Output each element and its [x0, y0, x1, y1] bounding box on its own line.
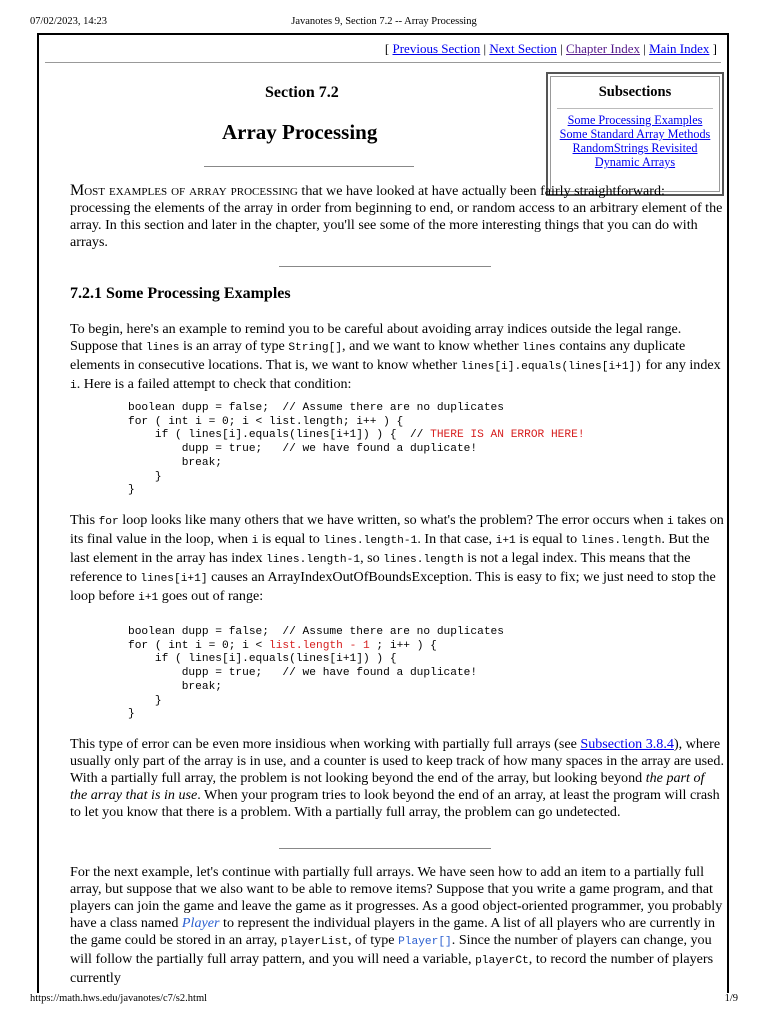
- subsection-link-standard-array-methods[interactable]: Some Standard Array Methods: [559, 127, 711, 141]
- subsections-list: [551, 113, 719, 169]
- subsections-divider: [557, 108, 713, 109]
- paragraph-1: To begin, here's an example to remind you to be careful about avoiding array indices outside the legal range. Suppose that lines is an array of type String[], and we want to know whether lines contains any duplicate elements in consecutive locations. That is, we want to know whether lines[i].equals(lines[i+1]) for any index i. Here is a failed attempt to check that condition:: [70, 321, 721, 392]
- paragraph-3: This type of error can be even more insidious when working with partially full arrays (see Subsection 3.8.4), where usually only part of the array is in use, and a counter is used to keep track of how many spaces in the array are used. With a partially full array, the problem is not looking beyond the end of the array, but looking beyond the part of the array that is in use. When your program tries to look beyond the end of an array, at least the program will crash to let you know that there is a problem. With a partially full array, the problem can go undetected.: [70, 736, 724, 820]
- nav-separator: |: [483, 41, 487, 56]
- lead-smallcaps: ost examples of array processing: [84, 182, 298, 199]
- highlighted-fix: list.length - 1: [269, 639, 370, 652]
- section-divider: [279, 266, 491, 267]
- nav-separator: |: [560, 41, 563, 56]
- print-page-number: 1/9: [724, 993, 738, 1004]
- subsection-heading: 7.2.1 Some Processing Examples: [70, 285, 291, 302]
- print-date: 07/02/2023, 14:23: [30, 16, 108, 27]
- previous-section-link[interactable]: Previous Section: [392, 41, 481, 56]
- subsections-box: [546, 72, 724, 196]
- drop-letter: M: [70, 182, 85, 199]
- paragraph-4: For the next example, let's continue with partially full arrays. We have seen how to add an item to a partially full array, but suppose that we also want to be able to remove items? Suppose that you write a game program, and that players can join the game and leave the game as it progresses. As a good object-oriented programmer, you probably have a class named Player to represent the individual players in the game. A list of all players who are currently in the game could be stored in an array, playerList, of type Player[]. Since the number of players can change, you will follow the partially full array pattern, and you will need a variable, playerCt, to record the number of players currently: [70, 864, 723, 986]
- print-footer: [30, 993, 738, 1007]
- intro-text: that we have looked at have actually been fairly straightforward: processing the elements of the array in order from beginning to end, or random access to an arbitrary element of the array. In this section and later in the chapter, you'll see some of the more interesting things that you can do with arrays.: [70, 183, 723, 250]
- intro-paragraph: [70, 182, 725, 251]
- print-url: https://math.hws.edu/javanotes/c7/s2.html: [30, 993, 208, 1004]
- page-title: Array Processing: [222, 120, 378, 144]
- chapter-index-link[interactable]: Chapter Index: [565, 41, 640, 56]
- section-navigation: [385, 41, 717, 57]
- subsection-link-randomstrings-revisited[interactable]: RandomStrings Revisited: [572, 141, 698, 155]
- subsection-3-8-4-link[interactable]: Subsection 3.8.4: [580, 736, 674, 752]
- subsection-link-dynamic-arrays[interactable]: Dynamic Arrays: [594, 155, 676, 169]
- title-divider: [204, 166, 414, 167]
- nav-bracket-open: [: [384, 41, 390, 56]
- code-block-failed: boolean dupp = false; // Assume there are no duplicates for ( int i = 0; i < list.length; i++ ) { if ( lines[i].equals(lines[i+1]) ) { // THERE IS AN ERROR HERE! dupp = true; // we have found a duplicate! break; } }: [128, 402, 585, 497]
- subsections-heading: Subsections: [598, 84, 672, 100]
- section-divider: [279, 848, 491, 849]
- nav-bracket-close: ]: [712, 41, 717, 56]
- main-index-link[interactable]: Main Index: [649, 41, 710, 56]
- subsection-link-processing-examples[interactable]: Some Processing Examples: [567, 113, 703, 127]
- print-page-title: Javanotes 9, Section 7.2 -- Array Processing: [291, 16, 477, 27]
- next-section-link[interactable]: Next Section: [489, 41, 557, 56]
- section-number: Section 7.2: [265, 84, 339, 101]
- page-frame: [37, 33, 729, 993]
- nav-divider: [45, 62, 721, 63]
- paragraph-2: This for loop looks like many others that we have written, so what's the problem? The error occurs when i takes on its final value in the loop, when i is equal to lines.length-1. In that case, i+1 is equal to lines.length. But the last element in the array has index lines.length-1, so lines.length is not a legal index. This means that the reference to lines[i+1] causes an ArrayIndexOutOfBoundsException. This is easy to fix; we just need to stop the loop before i+1 goes out of range:: [70, 512, 724, 604]
- print-header: [30, 16, 738, 30]
- class-name-player: Player: [181, 915, 220, 931]
- nav-separator: |: [643, 41, 646, 56]
- code-block-fixed: boolean dupp = false; // Assume there are no duplicates for ( int i = 0; i < list.length - 1 ; i++ ) { if ( lines[i].equals(lines[i+1]) ) { dupp = true; // we have found a duplicate! break; } }: [128, 626, 504, 721]
- error-comment: THERE IS AN ERROR HERE!: [430, 429, 585, 442]
